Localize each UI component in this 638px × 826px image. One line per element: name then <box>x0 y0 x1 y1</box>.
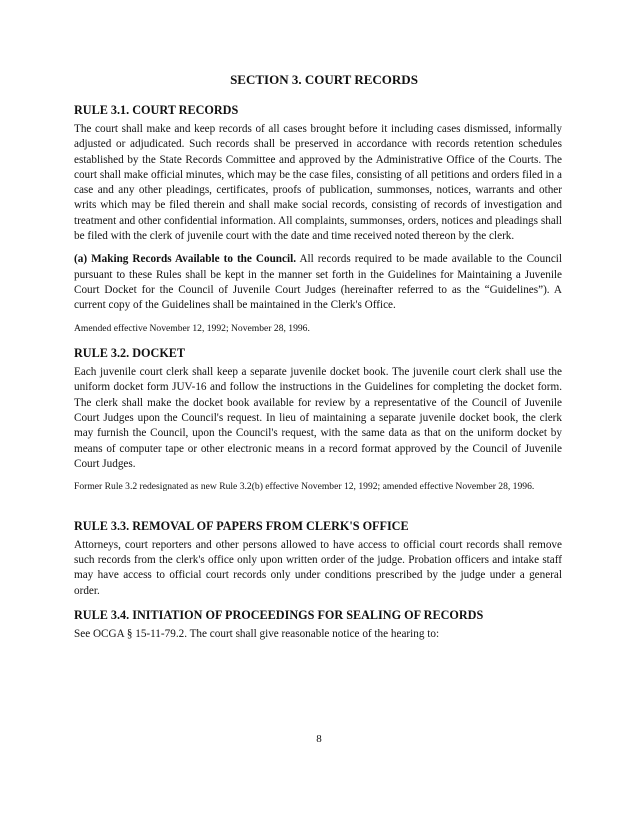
subsection-a-lead: (a) Making Records Available to the Council. <box>74 253 297 266</box>
rule-3-1-body: The court shall make and keep records of all cases brought before it including cases dismissed, informally adjusted or adjudicated. Such records shall be preserved in accordance with records retention schedules established by the State Records Committee and approved by the Administrative Office of the Courts. The court shall make official minutes, which may be the case files, consisting of all petitions and orders filed in a case and any other pleadings, certificates, proofs of publication, summonses, notices, warrants and other writs which may be filed therein and shall make social records, consisting of records of investigation and treatment and other confidential information. All complaints, summonses, orders, notices and pleadings shall be filed with the clerk of juvenile court with the date and time received noted thereon by the clerk. <box>74 123 562 243</box>
rule-3-4-heading: RULE 3.4. INITIATION OF PROCEEDINGS FOR SEALING OF RECORDS <box>74 607 484 622</box>
rule-3-1-subsection-a <box>74 252 562 313</box>
subsection-a-body: All records required to be made available to the Council pursuant to these Rules shall be kept in the manner set forth in the Guidelines for Maintaining a Juvenile Court Docket for the Council of Juvenile Court Judges (hereinafter referred to as the “Guidelines”). A current copy of the Guidelines shall be maintained in the Clerk's Office. <box>74 253 562 312</box>
rule-3-3-heading: RULE 3.3. REMOVAL OF PAPERS FROM CLERK'S OFFICE <box>74 518 409 533</box>
rule-3-2 <box>74 345 562 494</box>
rule-3-2-heading: RULE 3.2. DOCKET <box>74 346 186 361</box>
section-title: SECTION 3. COURT RECORDS <box>230 72 418 87</box>
rule-3-4-body: See OCGA § 15-11-79.2. The court shall give reasonable notice of the hearing to: <box>74 627 440 640</box>
rule-3-1-amendment-note: Amended effective November 12, 1992; November 28, 1996. <box>74 322 310 334</box>
rule-3-1 <box>74 102 562 335</box>
rule-3-3 <box>74 518 562 599</box>
rule-3-4 <box>74 607 562 642</box>
rule-3-3-body: Attorneys, court reporters and other persons allowed to have access to official court records shall remove such records from the clerk's office only upon written order of the judge. Probation officers and intake staff may have access to official court records only under conditions prescribed by the judge under a general order. <box>74 538 562 597</box>
rule-3-1-heading: RULE 3.1. COURT RECORDS <box>74 103 239 117</box>
document-page <box>74 72 562 650</box>
rule-3-2-amendment-note: Former Rule 3.2 redesignated as new Rule 3.2(b) effective November 12, 1992; amended effective November 28, 1996. <box>74 481 535 493</box>
spacer <box>74 504 562 518</box>
page-number: 8 <box>316 733 322 745</box>
rule-3-2-body: Each juvenile court clerk shall keep a separate juvenile docket book. The juvenile court clerk shall use the uniform docket form JUV-16 and follow the instructions in the Guidelines for completing the docket form. The clerk shall make the docket book available for review by a representative of the Council of Juvenile Court Judges upon the Council's request. In lieu of maintaining a separate juvenile docket book, the clerk may furnish the Council, upon the Council's request, with the same data as that on the uniform docket by means of computer tape or other electronic means in a record format approved by the Council of Juvenile Court Judges. <box>74 366 562 470</box>
